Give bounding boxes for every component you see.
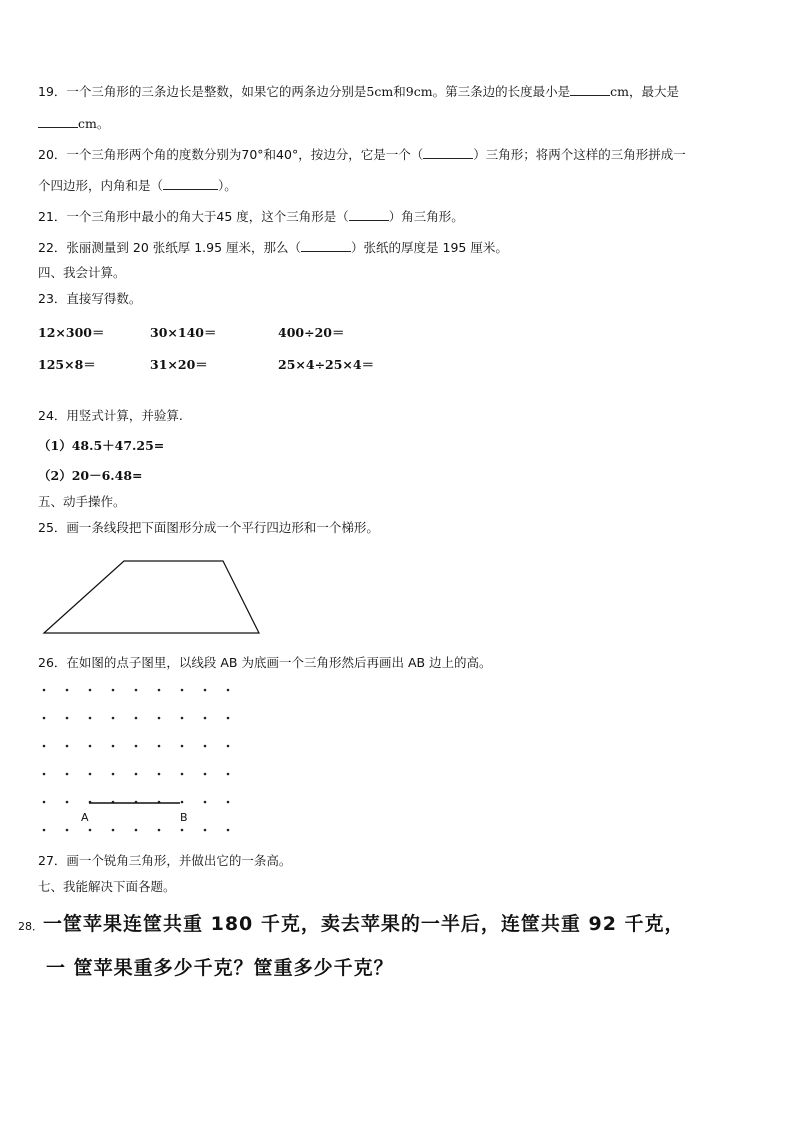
- answer-blank-angle-type[interactable]: [349, 208, 389, 221]
- grid-dot[interactable]: [227, 689, 230, 692]
- grid-dot[interactable]: [204, 745, 207, 748]
- side-a-value: 5cm: [366, 84, 394, 99]
- grid-dot[interactable]: [204, 717, 207, 720]
- grid-dot[interactable]: [181, 745, 184, 748]
- grid-dot[interactable]: [89, 689, 92, 692]
- grid-dot[interactable]: [158, 689, 161, 692]
- question-28-line1: 28．一筐苹果连筐共重 180 千克，卖去苹果的一半后，连筐共重 92 千克，: [18, 913, 685, 935]
- calc-item: 30×140＝: [150, 325, 217, 340]
- side-b-value: 9cm: [405, 84, 433, 99]
- question-26-title: 26．在如图的点子图里，以线段 AB 为底画一个三角形然后再画出 AB 边上的高。: [38, 655, 492, 670]
- grid-dot[interactable]: [112, 689, 115, 692]
- grid-dot[interactable]: [112, 745, 115, 748]
- question-28-number: 28．: [18, 920, 43, 933]
- grid-dot[interactable]: [43, 689, 46, 692]
- question-21: 21．一个三角形中最小的角大于45 度，这个三角形是（ ）角三角形。: [38, 209, 464, 224]
- question-19-line1: 19．一个三角形的三条边长是整数，如果它的两条边分别是5cm和9cm。第三条边的长度最小是 cm，最大是: [38, 84, 679, 99]
- grid-dot[interactable]: [112, 773, 115, 776]
- grid-dot[interactable]: [112, 829, 115, 832]
- grid-dot[interactable]: [204, 801, 207, 804]
- grid-dot[interactable]: [66, 745, 69, 748]
- section-5-heading: 五、动手操作。: [38, 494, 126, 509]
- grid-dot[interactable]: [227, 745, 230, 748]
- question-25-title: 25．画一条线段把下面图形分成一个平行四边形和一个梯形。: [38, 520, 379, 535]
- grid-dot[interactable]: [66, 689, 69, 692]
- grid-dot[interactable]: [204, 689, 207, 692]
- calc-item: 25×4÷25×4＝: [278, 357, 375, 372]
- answer-blank-angle-sum[interactable]: [163, 177, 218, 190]
- grid-dot[interactable]: [89, 829, 92, 832]
- calc-item: 12×300＝: [38, 325, 105, 340]
- question-24-item-2: （2）20－6.48=: [38, 468, 143, 483]
- question-27-title: 27．画一个锐角三角形，并做出它的一条高。: [38, 853, 292, 868]
- trapezoid-figure: [40, 558, 265, 638]
- grid-dot[interactable]: [227, 829, 230, 832]
- calc-item: 31×20＝: [150, 357, 208, 372]
- question-19-line2: cm。: [38, 115, 109, 132]
- question-28-line2: 一 筐苹果重多少千克？筐重多少千克？: [46, 957, 394, 979]
- grid-dot[interactable]: [181, 829, 184, 832]
- grid-dot[interactable]: [227, 801, 230, 804]
- grid-dot[interactable]: [135, 717, 138, 720]
- grid-dot[interactable]: [204, 773, 207, 776]
- calc-item: 125×8＝: [38, 357, 96, 372]
- grid-dot[interactable]: [89, 745, 92, 748]
- grid-dot[interactable]: [89, 717, 92, 720]
- question-22: 22．张丽测量到 20 张纸厚 1.95 厘米，那么（ ）张纸的厚度是 195 厘米。: [38, 240, 508, 255]
- grid-dot[interactable]: [43, 773, 46, 776]
- grid-dot[interactable]: [89, 773, 92, 776]
- grid-dot[interactable]: [43, 829, 46, 832]
- grid-dot[interactable]: [135, 689, 138, 692]
- grid-dot[interactable]: [66, 801, 69, 804]
- grid-dot[interactable]: [135, 773, 138, 776]
- question-23-title: 23．直接写得数。: [38, 291, 142, 306]
- grid-dot[interactable]: [158, 773, 161, 776]
- grid-dot[interactable]: [66, 773, 69, 776]
- answer-blank-triangle-type[interactable]: [423, 146, 473, 159]
- grid-dot[interactable]: [227, 717, 230, 720]
- grid-dot[interactable]: [43, 745, 46, 748]
- grid-dot[interactable]: [135, 829, 138, 832]
- answer-blank-min[interactable]: [570, 83, 610, 96]
- grid-dot[interactable]: [204, 829, 207, 832]
- question-20-line1: 20．一个三角形两个角的度数分别为70°和40°，按边分，它是一个（ ）三角形；将两个这样的三角形拼成一: [38, 147, 686, 162]
- question-20-line2: 个四边形，内角和是（ ）。: [38, 178, 237, 193]
- dot-grid[interactable]: [30, 684, 250, 839]
- grid-dot[interactable]: [158, 717, 161, 720]
- question-24-title: 24．用竖式计算，并验算.: [38, 408, 183, 423]
- section-7-heading: 七、我能解决下面各题。: [38, 879, 176, 894]
- answer-blank-max[interactable]: [38, 115, 78, 128]
- calc-item: 400÷20＝: [278, 325, 345, 340]
- section-4-heading: 四、我会计算。: [38, 265, 126, 280]
- answer-blank-paper-count[interactable]: [301, 239, 351, 252]
- grid-dot[interactable]: [66, 717, 69, 720]
- grid-dot[interactable]: [112, 717, 115, 720]
- point-b-label: B: [180, 811, 188, 824]
- grid-dot[interactable]: [181, 773, 184, 776]
- grid-dot[interactable]: [66, 829, 69, 832]
- grid-dot[interactable]: [135, 745, 138, 748]
- grid-dot[interactable]: [43, 801, 46, 804]
- grid-dot[interactable]: [227, 773, 230, 776]
- grid-dot[interactable]: [158, 745, 161, 748]
- grid-dot[interactable]: [181, 717, 184, 720]
- grid-dot[interactable]: [43, 717, 46, 720]
- grid-dot[interactable]: [181, 689, 184, 692]
- grid-dot[interactable]: [181, 801, 184, 804]
- grid-dot[interactable]: [158, 829, 161, 832]
- question-24-item-1: （1）48.5＋47.25=: [38, 438, 165, 453]
- trapezoid-shape: [44, 561, 259, 633]
- point-a-label: A: [81, 811, 89, 824]
